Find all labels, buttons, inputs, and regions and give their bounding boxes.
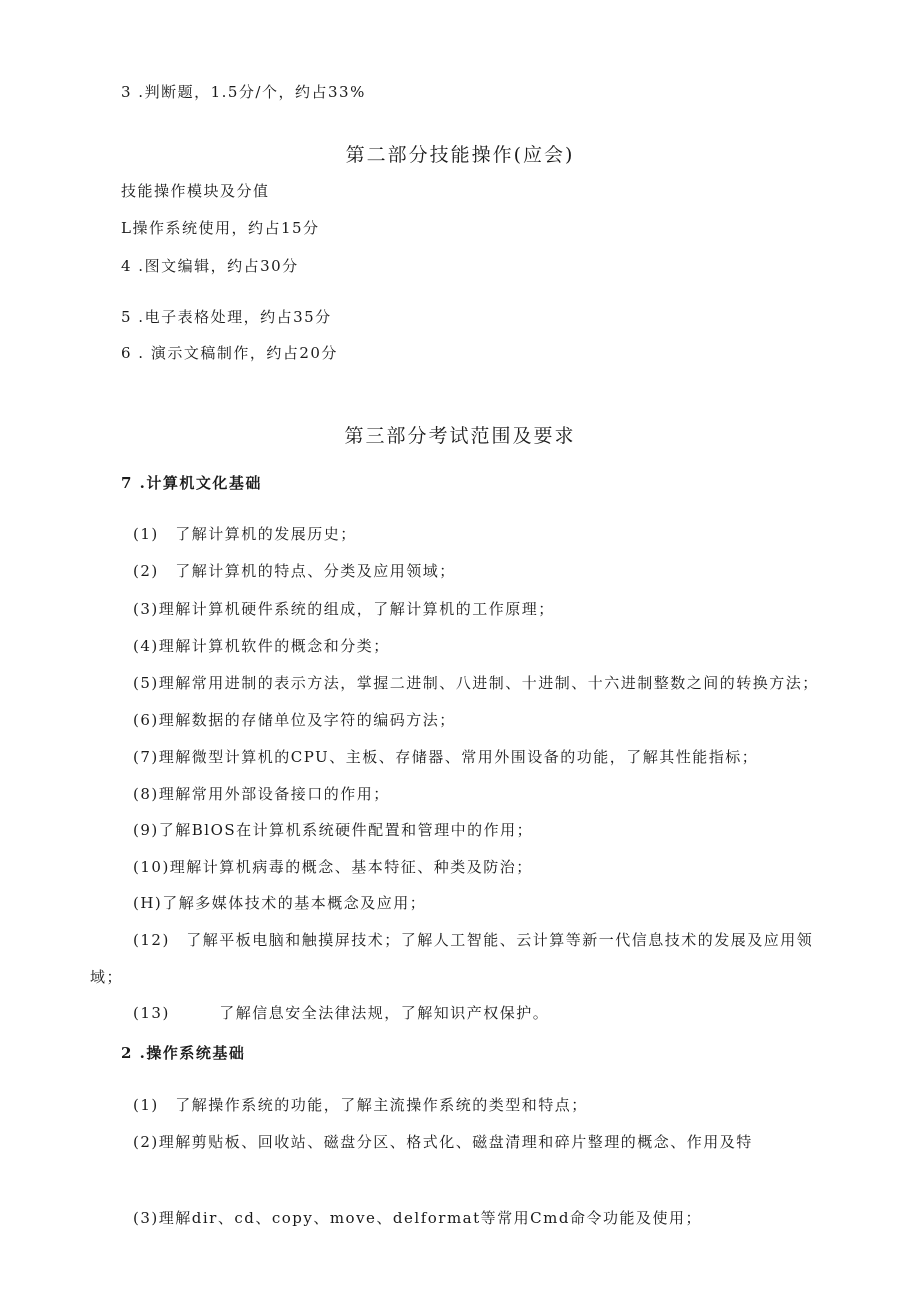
section-heading-part-three: 第三部分考试范围及要求 [344, 425, 576, 447]
item-2: (2) 了解计算机的特点、分类及应用领域； [133, 562, 456, 580]
subheading-computer-culture: 7 .计算机文化基础 [121, 474, 262, 492]
item-8: (8)理解常用外部设备接口的作用； [133, 785, 390, 803]
item-12-continuation: 域； [90, 968, 124, 986]
subheading-skill-modules: 技能操作模块及分值 [121, 182, 270, 200]
line-os-usage: L操作系统使用，约占15分 [121, 219, 320, 237]
item-10: (10)理解计算机病毒的概念、基本特征、种类及防治； [133, 858, 533, 876]
item-13: (13) 了解信息安全法律法规，了解知识产权保护。 [133, 1004, 550, 1022]
line-presentation: 6 . 演示文稿制作，约占20分 [121, 344, 338, 362]
item-11: (H)了解多媒体技术的基本概念及应用； [133, 894, 427, 912]
os-item-1: (1) 了解操作系统的功能，了解主流操作系统的类型和特点； [133, 1096, 588, 1114]
item-4: (4)理解计算机软件的概念和分类； [133, 637, 390, 655]
section-heading-part-two: 第二部分技能操作(应会) [345, 144, 575, 166]
item-12: (12) 了解平板电脑和触摸屏技术；了解人工智能、云计算等新一代信息技术的发展及应用领 [133, 931, 814, 949]
item-9: (9)了解BlOS在计算机系统硬件配置和管理中的作用； [133, 821, 534, 839]
line-spreadsheet: 5 .电子表格处理，约占35分 [121, 308, 332, 326]
item-7: (7)理解微型计算机的CPU、主板、存储器、常用外围设备的功能，了解其性能指标； [133, 748, 759, 766]
item-6: (6)理解数据的存储单位及字符的编码方法； [133, 711, 456, 729]
os-item-3: (3)理解dir、cd、copy、move、delformat等常用Cmd命令功能及使用； [133, 1209, 702, 1227]
item-1: (1) 了解计算机的发展历史； [133, 525, 357, 543]
line-text-image-editing: 4 .图文编辑，约占30分 [121, 257, 299, 275]
os-item-2: (2)理解剪贴板、回收站、磁盘分区、格式化、磁盘清理和碎片整理的概念、作用及特 [133, 1133, 753, 1151]
item-3: (3)理解计算机硬件系统的组成，了解计算机的工作原理； [133, 600, 555, 618]
item-5: (5)理解常用进制的表示方法，掌握二进制、八进制、十进制、十六进制整数之间的转换方法； [133, 674, 819, 692]
line-judgment-questions: 3 .判断题，1.5分/个，约占33% [121, 83, 366, 101]
subheading-os-basics: 2 .操作系统基础 [121, 1044, 246, 1062]
